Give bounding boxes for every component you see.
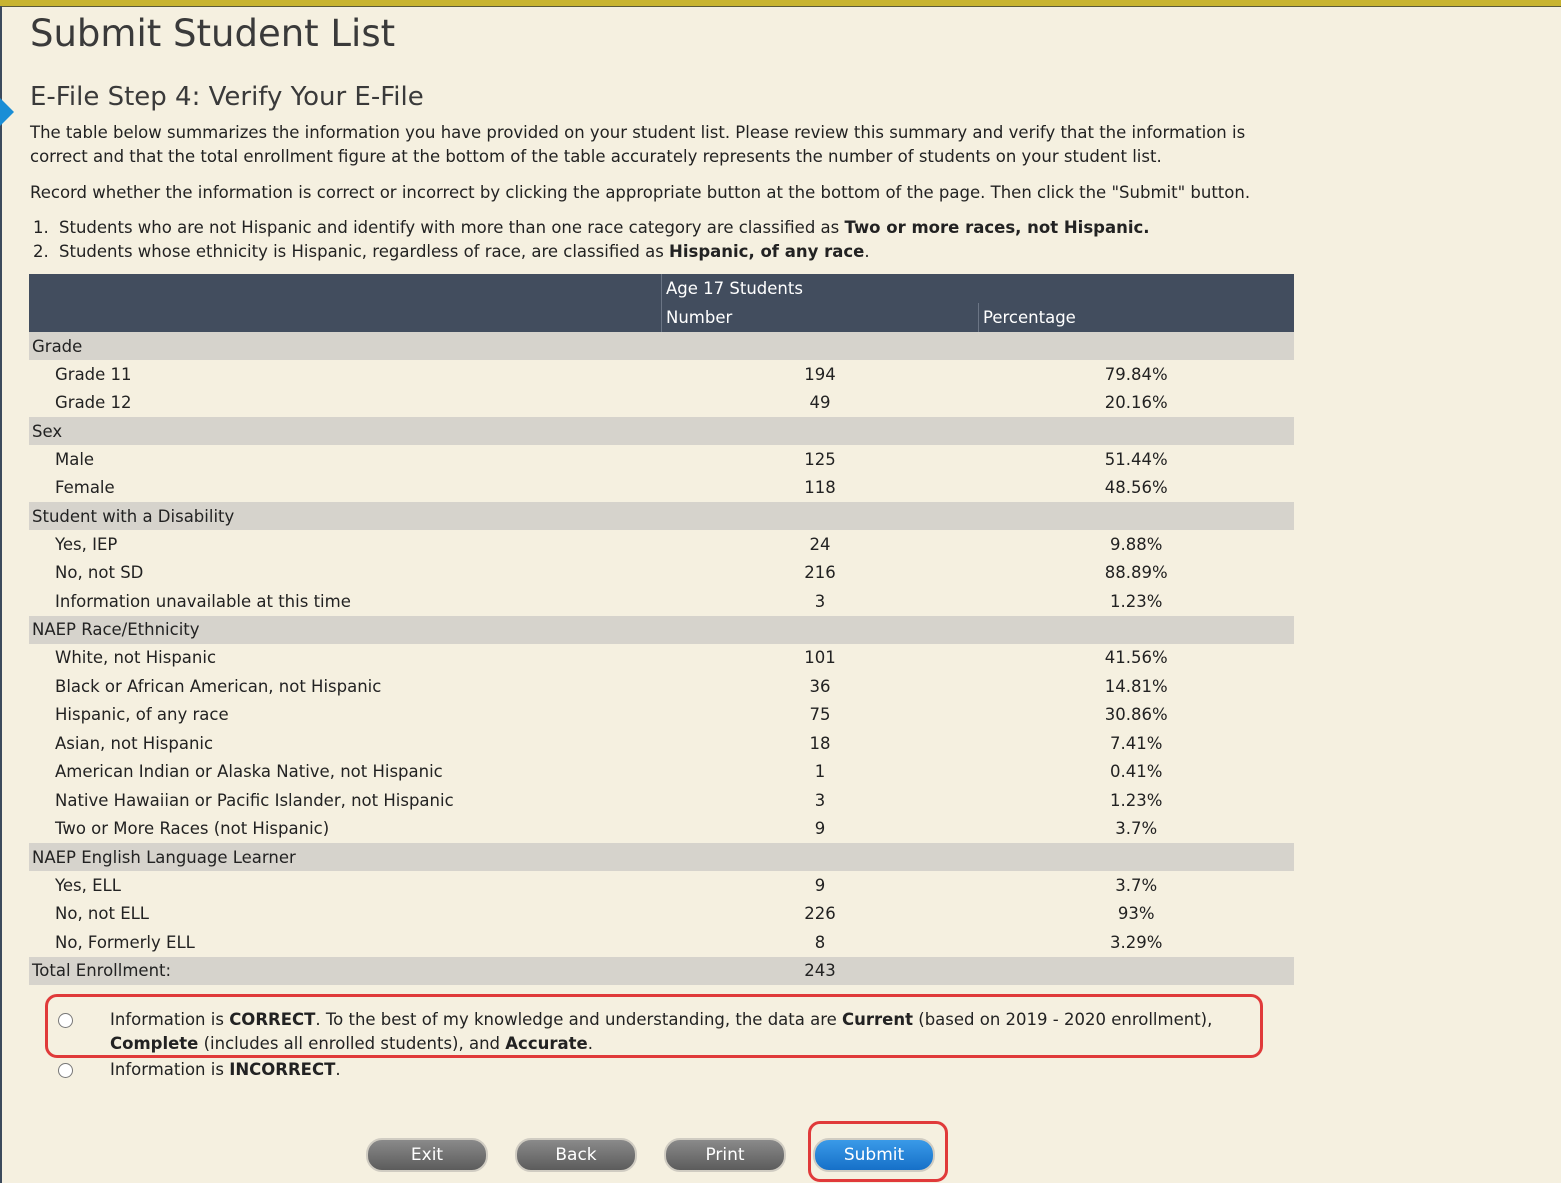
row-percentage: 14.81% xyxy=(1104,676,1168,696)
table-row xyxy=(29,729,1294,758)
row-percentage: 41.56% xyxy=(1104,648,1168,668)
row-label: White, not Hispanic xyxy=(55,648,217,668)
row-label: No, Formerly ELL xyxy=(55,932,195,952)
radio-incorrect-text: Information is xyxy=(110,1060,230,1079)
top-accent-bar xyxy=(0,0,1561,7)
header-blank xyxy=(29,274,662,332)
row-label: No, not ELL xyxy=(55,904,150,924)
back-button[interactable]: Back xyxy=(515,1138,637,1172)
radio-incorrect-text: . xyxy=(335,1060,341,1079)
category-row xyxy=(29,502,1294,530)
radio-correct-bold: Complete xyxy=(110,1034,199,1053)
row-percentage: 79.84% xyxy=(1104,364,1168,384)
page-title: Submit Student List xyxy=(30,12,396,55)
table-row xyxy=(29,587,1294,616)
category-label: NAEP English Language Learner xyxy=(29,843,1294,871)
radio-correct-text: (based on 2019 - 2020 enrollment), xyxy=(913,1010,1213,1029)
radio-correct-text: . To the best of my knowledge and understanding, the data are xyxy=(315,1010,843,1029)
row-label: Female xyxy=(55,478,115,498)
table-row xyxy=(29,871,1294,900)
row-percentage: 0.41% xyxy=(1110,762,1163,782)
classification-notes xyxy=(30,216,1150,264)
row-label: Two or More Races (not Hispanic) xyxy=(55,819,330,839)
table-row xyxy=(29,389,1294,418)
table-row xyxy=(29,815,1294,844)
table-row xyxy=(29,672,1294,701)
total-value: 243 xyxy=(662,957,979,985)
row-percentage: 1.23% xyxy=(1110,591,1163,611)
note-text: Students whose ethnicity is Hispanic, regardless of race, are classified as xyxy=(59,242,670,261)
table-row xyxy=(29,928,1294,957)
intro-paragraph: The table below summarizes the information you have provided on your student list. Please review this summary and verify that the information is correct and that the total enrollment figure at the bottom of the table accurately represents the number of students on your student list. xyxy=(30,123,1246,166)
row-number: 36 xyxy=(809,676,831,696)
row-percentage: 3.29% xyxy=(1110,932,1163,952)
note-number: 2. xyxy=(33,242,49,261)
radio-correct-bold: CORRECT xyxy=(229,1010,316,1029)
category-row xyxy=(29,417,1294,445)
row-percentage: 48.56% xyxy=(1104,478,1168,498)
row-label: Grade 11 xyxy=(55,364,132,384)
row-percentage: 51.44% xyxy=(1104,449,1168,469)
row-number: 3 xyxy=(814,591,826,611)
row-number: 226 xyxy=(804,904,836,924)
note-bold: Two or more races, not Hispanic. xyxy=(844,218,1150,237)
row-number: 1 xyxy=(814,762,826,782)
row-label: Asian, not Hispanic xyxy=(55,733,214,753)
note-bold: Hispanic, of any race xyxy=(669,242,865,261)
row-label: Information unavailable at this time xyxy=(55,591,351,611)
note-item xyxy=(30,240,1150,264)
category-row xyxy=(29,843,1294,871)
radio-correct-text: Information is xyxy=(110,1010,230,1029)
table-row xyxy=(29,360,1294,389)
category-row xyxy=(29,616,1294,644)
radio-correct[interactable] xyxy=(58,1013,73,1028)
record-instruction: Record whether the information is correct or incorrect by clicking the appropriate button at the bottom of the page. Then click the "Submit" button. xyxy=(30,183,1251,202)
category-label: Student with a Disability xyxy=(29,502,1294,530)
note-text: Students who are not Hispanic and identify with more than one race category are classified as xyxy=(59,218,845,237)
row-number: 9 xyxy=(814,875,826,895)
table-row xyxy=(29,644,1294,673)
row-number: 24 xyxy=(809,534,831,554)
group-header: Age 17 Students xyxy=(662,274,1295,303)
row-label: Hispanic, of any race xyxy=(55,705,229,725)
row-label: No, not SD xyxy=(55,563,144,583)
category-label: Grade xyxy=(29,332,1294,360)
note-number: 1. xyxy=(33,218,49,237)
row-percentage: 3.7% xyxy=(1115,875,1158,895)
total-blank xyxy=(979,957,1295,985)
row-number: 18 xyxy=(809,733,831,753)
row-percentage: 9.88% xyxy=(1110,534,1163,554)
category-row xyxy=(29,332,1294,360)
row-percentage: 88.89% xyxy=(1104,563,1168,583)
table-row xyxy=(29,786,1294,815)
table-row xyxy=(29,474,1294,503)
table-row xyxy=(29,445,1294,474)
row-number: 9 xyxy=(814,819,826,839)
radio-incorrect-bold: INCORRECT xyxy=(229,1060,336,1079)
row-percentage: 30.86% xyxy=(1104,705,1168,725)
verification-radio-group xyxy=(56,1008,1250,1082)
summary-body xyxy=(29,332,1294,985)
category-label: NAEP Race/Ethnicity xyxy=(29,616,1294,644)
total-row xyxy=(29,957,1294,985)
step-title: E-File Step 4: Verify Your E-File xyxy=(30,82,424,112)
row-label: Yes, IEP xyxy=(55,534,118,554)
total-label: Total Enrollment: xyxy=(29,957,662,985)
row-label: Yes, ELL xyxy=(55,875,121,895)
row-number: 49 xyxy=(809,393,831,413)
row-label: Male xyxy=(55,449,95,469)
row-number: 101 xyxy=(804,648,836,668)
row-percentage: 20.16% xyxy=(1104,393,1168,413)
row-number: 125 xyxy=(804,449,836,469)
note-after: . xyxy=(864,242,870,261)
note-item xyxy=(30,216,1150,240)
row-percentage: 3.7% xyxy=(1115,819,1158,839)
row-number: 194 xyxy=(804,364,836,384)
row-number: 3 xyxy=(814,790,826,810)
category-label: Sex xyxy=(29,417,1294,445)
radio-correct-text: . xyxy=(587,1034,593,1053)
radio-row-correct[interactable] xyxy=(56,1008,1250,1056)
highlight-submit-button xyxy=(808,1121,948,1182)
table-row xyxy=(29,758,1294,787)
print-button[interactable]: Print xyxy=(664,1138,786,1172)
radio-correct-bold: Accurate xyxy=(505,1034,588,1053)
side-arrow-icon xyxy=(0,98,14,126)
radio-correct-bold: Current xyxy=(842,1010,914,1029)
row-percentage: 93% xyxy=(1117,904,1155,924)
table-row xyxy=(29,530,1294,559)
submit-button[interactable]: Submit xyxy=(813,1138,935,1172)
left-border xyxy=(0,6,2,1183)
table-row xyxy=(29,900,1294,929)
row-number: 75 xyxy=(809,705,831,725)
row-number: 118 xyxy=(804,478,836,498)
table-row xyxy=(29,559,1294,588)
column-header-percentage: Percentage xyxy=(979,303,1295,332)
summary-table xyxy=(29,274,1294,985)
radio-incorrect[interactable] xyxy=(58,1063,73,1078)
column-header-number: Number xyxy=(662,303,979,332)
row-label: American Indian or Alaska Native, not Hispanic xyxy=(55,762,443,782)
row-number: 8 xyxy=(814,932,826,952)
row-percentage: 1.23% xyxy=(1110,790,1163,810)
radio-correct-text: (includes all enrolled students), and xyxy=(198,1034,506,1053)
radio-row-incorrect[interactable] xyxy=(56,1058,1250,1082)
row-percentage: 7.41% xyxy=(1110,733,1163,753)
row-label: Black or African American, not Hispanic xyxy=(55,676,382,696)
row-label: Native Hawaiian or Pacific Islander, not Hispanic xyxy=(55,790,454,810)
table-row xyxy=(29,701,1294,730)
exit-button[interactable]: Exit xyxy=(366,1138,488,1172)
row-number: 216 xyxy=(804,563,836,583)
row-label: Grade 12 xyxy=(55,393,132,413)
